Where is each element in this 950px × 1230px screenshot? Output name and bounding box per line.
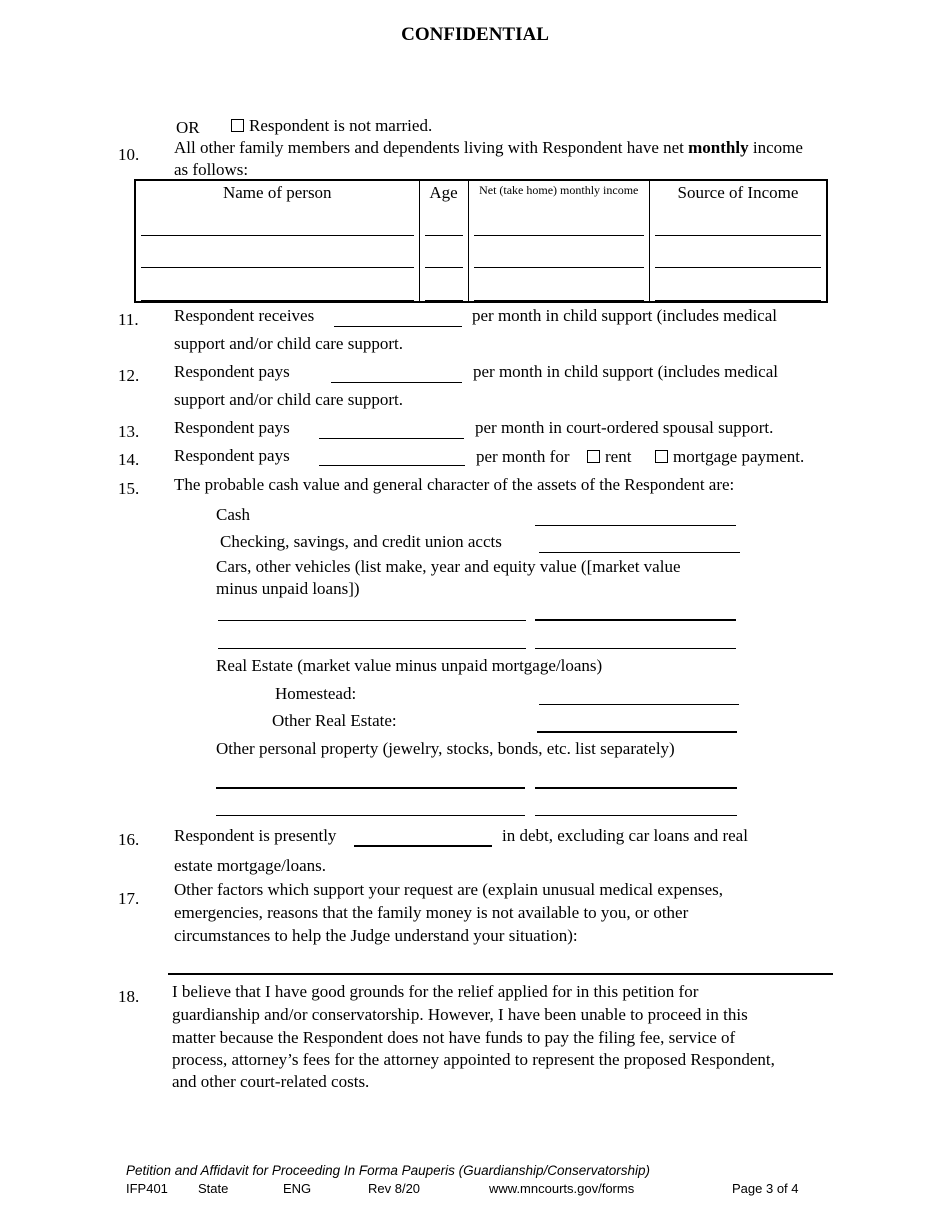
checking-value-field[interactable] <box>539 552 740 553</box>
item-18-line4: process, attorney’s fees for the attorney appointed to represent the proposed Respondent, <box>172 1050 775 1069</box>
cell-source-input[interactable] <box>649 203 827 236</box>
cell-name-input[interactable] <box>135 268 419 302</box>
footer-state: State <box>198 1181 229 1196</box>
footer-revision: Rev 8/20 <box>368 1181 421 1196</box>
table-row <box>135 203 827 236</box>
family-income-table <box>134 179 828 303</box>
item-12-number: 12. <box>118 366 140 385</box>
item-15-text: The probable cash value and general character of the assets of the Respondent are: <box>174 475 735 494</box>
item-12-suffix: per month in child support (includes medical <box>473 362 778 381</box>
or-label: OR <box>176 118 200 137</box>
item-16-suffix: in debt, excluding car loans and real <box>502 826 748 845</box>
car-description-field[interactable] <box>218 620 526 621</box>
item-13-prefix: Respondent pays <box>174 418 290 437</box>
property-description-field[interactable] <box>216 815 525 816</box>
item-13-number: 13. <box>118 422 140 441</box>
item-10-text-line2: as follows: <box>174 160 249 179</box>
item-17-line2: emergencies, reasons that the family money is not available to you, or other <box>174 903 689 922</box>
cell-source-input[interactable] <box>649 268 827 302</box>
homestead-value-field[interactable] <box>539 704 739 705</box>
car-value-field[interactable] <box>535 648 736 649</box>
item-14-number: 14. <box>118 450 140 469</box>
item-11-prefix: Respondent receives <box>174 306 315 325</box>
mortgage-option: mortgage payment. <box>655 447 804 467</box>
cell-income-input[interactable] <box>468 203 649 236</box>
item-18-line1: I believe that I have good grounds for the relief applied for in this petition for <box>172 982 699 1001</box>
item-10-text: All other family members and dependents living with Respondent have net monthly income <box>174 138 803 157</box>
col-header-net-income: Net (take home) monthly income <box>468 180 649 203</box>
cell-name-input[interactable] <box>135 236 419 269</box>
table-row <box>135 236 827 269</box>
real-estate-label: Real Estate (market value minus unpaid mortgage/loans) <box>216 656 603 675</box>
item-11-suffix: per month in child support (includes medical <box>472 306 777 325</box>
debt-amount-field[interactable] <box>354 845 492 847</box>
checking-label: Checking, savings, and credit union accts <box>220 532 502 551</box>
item-17-line3: circumstances to help the Judge understand your situation): <box>174 926 578 945</box>
item-15-number: 15. <box>118 479 140 498</box>
cars-label-line1: Cars, other vehicles (list make, year and equity value ([market value <box>216 557 681 576</box>
footer-title: Petition and Affidavit for Proceeding In Forma Pauperis (Guardianship/Conservatorship) <box>126 1163 651 1178</box>
item-18-line5: and other court-related costs. <box>172 1072 370 1091</box>
other-real-estate-label: Other Real Estate: <box>272 711 397 730</box>
item-14-suffix: per month for <box>476 447 570 466</box>
cell-age-input[interactable] <box>419 236 468 269</box>
item-18-number: 18. <box>118 987 140 1006</box>
not-married-checkbox[interactable] <box>231 119 244 132</box>
page-title: CONFIDENTIAL <box>401 24 549 45</box>
property-description-field[interactable] <box>216 787 525 789</box>
table-row <box>135 268 827 302</box>
mortgage-checkbox[interactable] <box>655 450 668 463</box>
cell-income-input[interactable] <box>468 236 649 269</box>
cash-value-field[interactable] <box>535 525 736 526</box>
col-header-age: Age <box>419 180 468 203</box>
cell-age-input[interactable] <box>419 203 468 236</box>
car-description-field[interactable] <box>218 648 526 649</box>
item-16-number: 16. <box>118 830 140 849</box>
cell-age-input[interactable] <box>419 268 468 302</box>
not-married-option <box>231 116 432 136</box>
footer-form-id: IFP401 <box>126 1181 168 1196</box>
spousal-support-field[interactable] <box>319 438 464 439</box>
col-header-name: Name of person <box>135 180 419 203</box>
item-17-number: 17. <box>118 889 140 908</box>
item-18-line2: guardianship and/or conservatorship. However, I have been unable to proceed in this <box>172 1005 748 1024</box>
cell-source-input[interactable] <box>649 236 827 269</box>
homestead-label: Homestead: <box>275 684 357 703</box>
car-value-field[interactable] <box>535 619 736 621</box>
item-12-prefix: Respondent pays <box>174 362 290 381</box>
cars-label-line2: minus unpaid loans]) <box>216 579 360 598</box>
cell-income-input[interactable] <box>468 268 649 302</box>
item-10-number: 10. <box>118 145 140 164</box>
item-16-prefix: Respondent is presently <box>174 826 337 845</box>
property-value-field[interactable] <box>535 815 737 816</box>
child-support-received-field[interactable] <box>334 326 462 327</box>
item-17-line1: Other factors which support your request are (explain unusual medical expenses, <box>174 880 724 899</box>
property-value-field[interactable] <box>535 787 737 789</box>
footer-url[interactable]: www.mncourts.gov/forms <box>489 1181 635 1196</box>
col-header-source: Source of Income <box>649 180 827 203</box>
item-12-line2: support and/or child care support. <box>174 390 403 409</box>
item-16-line2: estate mortgage/loans. <box>174 856 327 875</box>
other-real-estate-value-field[interactable] <box>537 731 737 733</box>
item-14-prefix: Respondent pays <box>174 446 290 465</box>
monthly-bold: monthly <box>688 138 749 157</box>
other-property-label: Other personal property (jewelry, stocks, bonds, etc. list separately) <box>216 739 675 758</box>
child-support-paid-field[interactable] <box>331 382 462 383</box>
item-13-suffix: per month in court-ordered spousal support. <box>475 418 774 437</box>
cash-label: Cash <box>216 505 250 524</box>
cell-name-input[interactable] <box>135 203 419 236</box>
item-18-line3: matter because the Respondent does not have funds to pay the filing fee, service of <box>172 1028 736 1047</box>
item-11-number: 11. <box>118 310 139 329</box>
rent-option: rent <box>587 447 631 467</box>
other-factors-field[interactable] <box>168 973 833 975</box>
footer-language: ENG <box>283 1181 312 1196</box>
rent-checkbox[interactable] <box>587 450 600 463</box>
housing-payment-field[interactable] <box>319 465 465 466</box>
item-11-line2: support and/or child care support. <box>174 334 403 353</box>
table-header-row <box>135 180 827 203</box>
not-married-label: Respondent is not married. <box>249 116 433 135</box>
footer-page-number: Page 3 of 4 <box>732 1181 799 1196</box>
